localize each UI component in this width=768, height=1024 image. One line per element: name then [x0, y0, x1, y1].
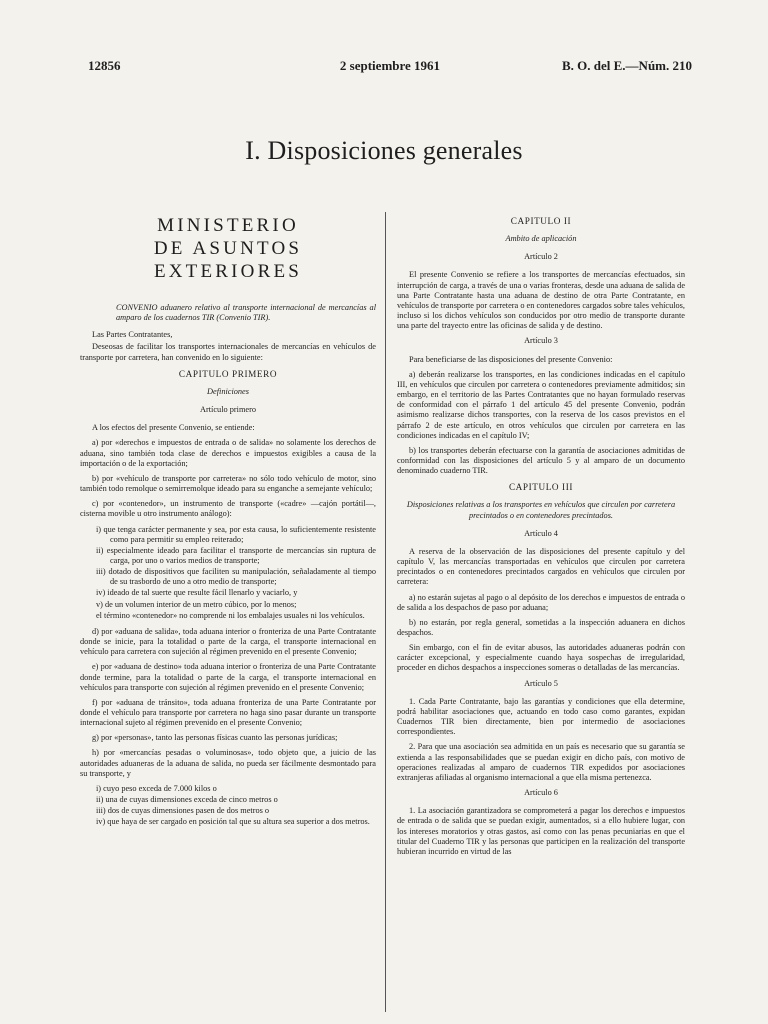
list-item: f) por «aduana de tránsito», toda aduana fronteriza de una Parte Contratante por donde el vehículo para transporte por carretera no haga sino pasar durante un transporte internacional sujeto al régimen prevenido en el presente Convenio; [80, 697, 376, 728]
article-heading: Artículo 5 [524, 678, 558, 688]
sub-list-item: i) que tenga carácter permanente y sea, por esta causa, lo suficientemente resistente como para permitir su empleo reiterado; [96, 524, 376, 544]
chapter-heading: CAPITULO II [510, 216, 572, 226]
sub-list-item: iii) dotado de dispositivos que faciliten su manipulación, señaladamente al tiempo de su trasbordo de uno a otro medio de transporte; [96, 567, 376, 587]
page-header [88, 58, 692, 80]
column-divider [385, 212, 386, 1012]
sub-list-item: ii) una de cuyas dimensiones exceda de cinco metros o [96, 795, 278, 805]
paragraph: A reserva de la observación de las disposiciones del presente capítulo y del capítulo V, las mercancías transportadas en vehículos que circulen por carretera precintados o en contenedores precintados cargados en vehículos que circulen por carretera: [397, 546, 685, 587]
left-column [80, 210, 376, 834]
section-title: I. Disposiciones generales [245, 136, 523, 165]
paragraph: Deseosas de facilitar los transportes internacionales de mercancías en vehículos de transporte por carretera, han convenido en lo siguiente: [80, 342, 376, 362]
paragraph: 1. Cada Parte Contratante, bajo las garantías y condiciones que ella determine, podrá habilitar asociaciones que, actuando en todo caso como garantes, expidan Cuadernos TIR bien directamente, bien por intermedio de asociaciones correspondientes. [397, 696, 685, 737]
paragraph: Para beneficiarse de las disposiciones del presente Convenio: [409, 354, 613, 364]
article-heading: Artículo 6 [524, 788, 558, 798]
chapter-heading: CAPITULO PRIMERO [178, 368, 278, 379]
ministry-line-1: MINISTERIO [157, 215, 299, 236]
page-number: 12856 [88, 58, 121, 73]
article-heading: Artículo primero [200, 405, 256, 415]
sub-list-item: iv) ideado de tal suerte que resulte fácil llenarlo y vaciarlo, y [96, 588, 298, 598]
list-item: a) no estarán sujetas al pago o al depósito de los derechos e impuestos de entrada o de salida a los despachos de paso por aduana; [397, 592, 685, 612]
article-heading: Artículo 3 [524, 336, 558, 346]
paragraph: A los efectos del presente Convenio, se entiende: [92, 423, 255, 433]
list-item: b) no estarán, por regla general, sometidas a la inspección aduanera en dichos despachos. [397, 617, 685, 637]
article-heading: Artículo 4 [524, 528, 558, 538]
list-item: a) deberán realizarse los transportes, en las condiciones indicadas en el capítulo III, en vehículos que circulen por carretera o contenedores previamente admitidos; sin embargo, en el territorio de las Partes Contratantes que no hayan formulado reservas de conformidad con el párrafo 1 del artículo 45 del presente Convenio, podrán asimismo realizarse dichos transportes, con la reserva de los casos previstos en el párrafo 2 de este artículo, en otros vehículos que circulen por carretera en las condiciones indicadas en el capítulo IV; [397, 369, 685, 440]
article-heading: Artículo 2 [524, 252, 558, 262]
sub-list-item: v) de un volumen interior de un metro cúbico, por lo menos; [96, 599, 297, 609]
list-item: b) por «vehículo de transporte por carretera» no sólo todo vehículo de motor, sino también todo remolque o semirremolque ideado para su enganche a semejante vehículo; [80, 473, 376, 494]
paragraph: 1. La asociación garantizadora se comprometerá a pagar los derechos e impuestos de entrada o de salida que se puedan exigir, aumentados, si a ello hubiere lugar, con los intereses moratorios y otras gastos, así como con las penas pecuniarias en que el titular del Cuaderno TIR y las personas que participen en la realización del transporte hubieran incurrido en virtud de las [397, 806, 685, 856]
list-item: c) por «contenedor», un instrumento de transporte («cadre» —cajón portátil—, cisterna movible u otro instrumento análogo): [80, 499, 376, 519]
chapter-subtitle: Definiciones [207, 386, 249, 396]
paragraph: 2. Para que una asociación sea admitida en un país es necesario que su garantía se extienda a las responsabilidades que se puedan exigir en dicho país, con motivo de operaciones realizadas al amparo de cuadernos TIR expedidos por asociaciones extranjeras afiliadas al organismo internacional a que ella misma pertenezca. [397, 742, 685, 782]
paragraph: Las Partes Contratantes, [92, 330, 173, 340]
bulletin-number: B. O. del E.—Núm. 210 [561, 58, 692, 73]
chapter-heading: CAPITULO III [508, 482, 574, 493]
list-item: a) por «derechos e impuestos de entrada o de salida» no solamente los derechos de aduana, sino también toda clase de derechos e impuestos exigibles a causa de la importación o de la exportación; [80, 438, 376, 468]
list-item: h) por «mercancías pesadas o voluminosas», todo objeto que, a juicio de las autoridades aduaneras de la aduana de salida, no pueda ser fácilmente desmontado para su transporte, y [80, 748, 376, 778]
ministry-heading [80, 214, 376, 283]
sub-list-item: iv) que haya de ser cargado en posición tal que su altura sea superior a dos metros. [96, 817, 370, 827]
sub-list-item: ii) especialmente ideado para facilitar el transporte de mercancías sin ruptura de carga, por uno o varios medios de transporte; [96, 545, 376, 565]
sub-list [80, 784, 376, 828]
list-item: e) por «aduana de destino» toda aduana interior o fronteriza de una Parte Contratante donde termine, para la totalidad o parte de la carga, el transporte internacional en vehículos para transporte con sujeción al régimen prevenido en el presente Convenio; [80, 662, 376, 692]
issue-date: 2 septiembre 1961 [339, 58, 441, 73]
paragraph: Sin embargo, con el fin de evitar abusos, las autoridades aduaneras podrán con carácter excepcional, y especialmente cuando haya sospechas de irregularidad, proceder en dichos despachos a inspecciones someras o detalladas de las mercancías. [397, 643, 685, 673]
list-item: b) los transportes deberán efectuarse con la garantía de asociaciones admitidas de conformidad con las disposiciones del artículo 5 y al amparo de un documento denominado cuaderno TIR. [397, 445, 685, 476]
sub-list [80, 525, 376, 621]
ministry-line-2: DE ASUNTOS EXTERIORES [153, 238, 303, 282]
list-item: g) por «personas», tanto las personas físicas cuanto las personas jurídicas; [92, 733, 338, 743]
paragraph: El presente Convenio se refiere a los transportes de mercancías efectuados, sin interrupción de carga, a través de una o varias fronteras, desde una aduana de salida de una Parte Contratante hasta una aduana de destino de otra Parte Contratante, en vehículos de transporte por carretera o en contenedores cargados sobre tales vehículos, incluso si los dichos vehículos son conducidos por otro medio de transporte durante una parte del trayecto entre las oficinas de salida y de destino. [397, 270, 685, 331]
list-item: d) por «aduana de salida», toda aduana interior o fronteriza de una Parte Contratante donde se inicie, para la totalidad o parte de la carga, el transporte internacional en vehículo para carretera con sujeción al régimen prevenido en el presente Convenio; [80, 626, 376, 657]
sub-list-item: i) cuyo peso exceda de 7.000 kilos o [96, 783, 217, 793]
chapter-subtitle: Disposiciones relativas a los transportes en vehículos que circulen por carretera precintados o en contenedores precintados. [406, 500, 676, 520]
sub-list-note: el término «contenedor» no comprende ni los embalajes usuales ni los vehículos. [96, 610, 365, 620]
convention-title: CONVENIO aduanero relativo al transporte internacional de mercancías al amparo de los cuadernos TIR (Convenio TIR). [116, 303, 376, 323]
right-column [397, 210, 685, 862]
sub-list-item: iii) dos de cuyas dimensiones pasen de dos metros o [96, 806, 270, 816]
chapter-subtitle: Ambito de aplicación [505, 234, 577, 244]
